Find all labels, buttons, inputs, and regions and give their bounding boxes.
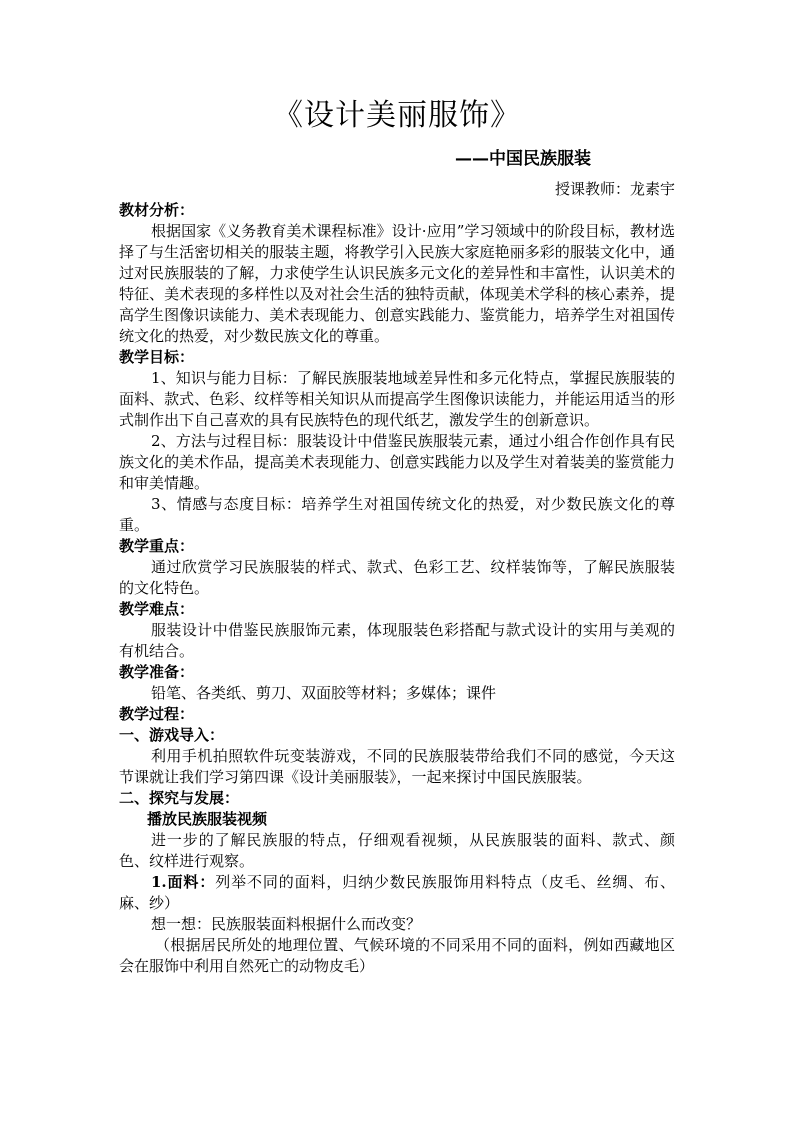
preparation-heading: 教学准备： (119, 663, 195, 681)
think-answer: （根据居民所处的地理位置、气候环境的不同采用不同的面料，例如西藏地区会在服饰中利用自然死亡的动物皮毛） (119, 936, 675, 975)
preparation-text: 铅笔、各类纸、剪刀、双面胶等材料；多媒体；课件 (151, 684, 497, 702)
part1-heading: 一、游戏导入： (119, 726, 225, 744)
analysis-heading: 教材分析： (119, 201, 195, 219)
goals-heading: 教学目标： (119, 348, 195, 366)
process-heading: 教学过程： (119, 705, 195, 723)
key-points-text: 通过欣赏学习民族服装的样式、款式、色彩工艺、纹样装饰等，了解民族服装的文化特色。 (119, 558, 675, 597)
difficulties-heading: 教学难点： (119, 600, 195, 618)
document-subtitle: ——中国民族服装 (455, 149, 591, 169)
goal-item-1: 1、知识与能力目标：了解民族服装地域差异性和多元化特点，掌握民族服装的面料、款式、色彩、纹样等相关知识从而提高学生图像识读能力，并能运用适当的形式制作出下自己喜欢的具有民族特色的现代纸艺，激发学生的创新意识。 (119, 369, 675, 429)
difficulties-text: 服装设计中借鉴民族服饰元素，体现服装色彩搭配与款式设计的实用与美观的有机结合。 (119, 621, 675, 660)
video-text: 进一步的了解民族服的特点，仔细观看视频，从民族服装的面料、款式、颜色、纹样进行观察。 (119, 831, 675, 870)
part1-text: 利用手机拍照软件玩变装游戏，不同的民族服装带给我们不同的感觉，今天这节课就让我们学习第四课《设计美丽服装》，一起来探讨中国民族服装。 (119, 747, 675, 786)
goal-item-3: 3、情感与态度目标：培养学生对祖国传统文化的热爱，对少数民族文化的尊重。 (119, 495, 675, 534)
analysis-text: 根据国家《义务教育美术课程标准》设计·应用”学习领域中的阶段目标，教材选择了与生活密切相关的服装主题，将教学引入民族大家庭艳丽多彩的服装文化中，通过对民族服装的了解，力求使学生认识民族多元文化的差异性和丰富性，认识美术的特征、美术表现的多样性以及对社会生活的独特贡献，体现美术学科的核心素养，提高学生图像识读能力、美术表现能力、创意实践能力、鉴赏能力，培养学生对祖国传统文化的热爱，对少数民族文化的尊重。 (119, 222, 675, 345)
fabric-label: 1.面料： (151, 873, 216, 891)
key-points-heading: 教学重点： (119, 537, 195, 555)
teacher-name: 授课教师：龙素宇 (554, 180, 675, 198)
think-question: 想一想：民族服装面料根据什么而改变？ (151, 915, 422, 933)
part2-heading: 二、探究与发展： (119, 789, 240, 807)
video-heading: 播放民族服装视频 (147, 810, 268, 828)
goal-item-2: 2、方法与过程目标：服装设计中借鉴民族服装元素，通过小组合作创作具有民族文化的美术作品，提高美术表现能力、创意实践能力以及学生对着装美的鉴赏能力和审美情趣。 (119, 432, 675, 492)
fabric-paragraph (119, 872, 675, 914)
document-title: 《设计美丽服饰》 (273, 98, 521, 133)
document-body (119, 200, 675, 977)
fabric-text: 列举不同的面料，归纳少数民族服饰用料特点（皮毛、丝绸、布、麻、纱） (119, 873, 675, 912)
